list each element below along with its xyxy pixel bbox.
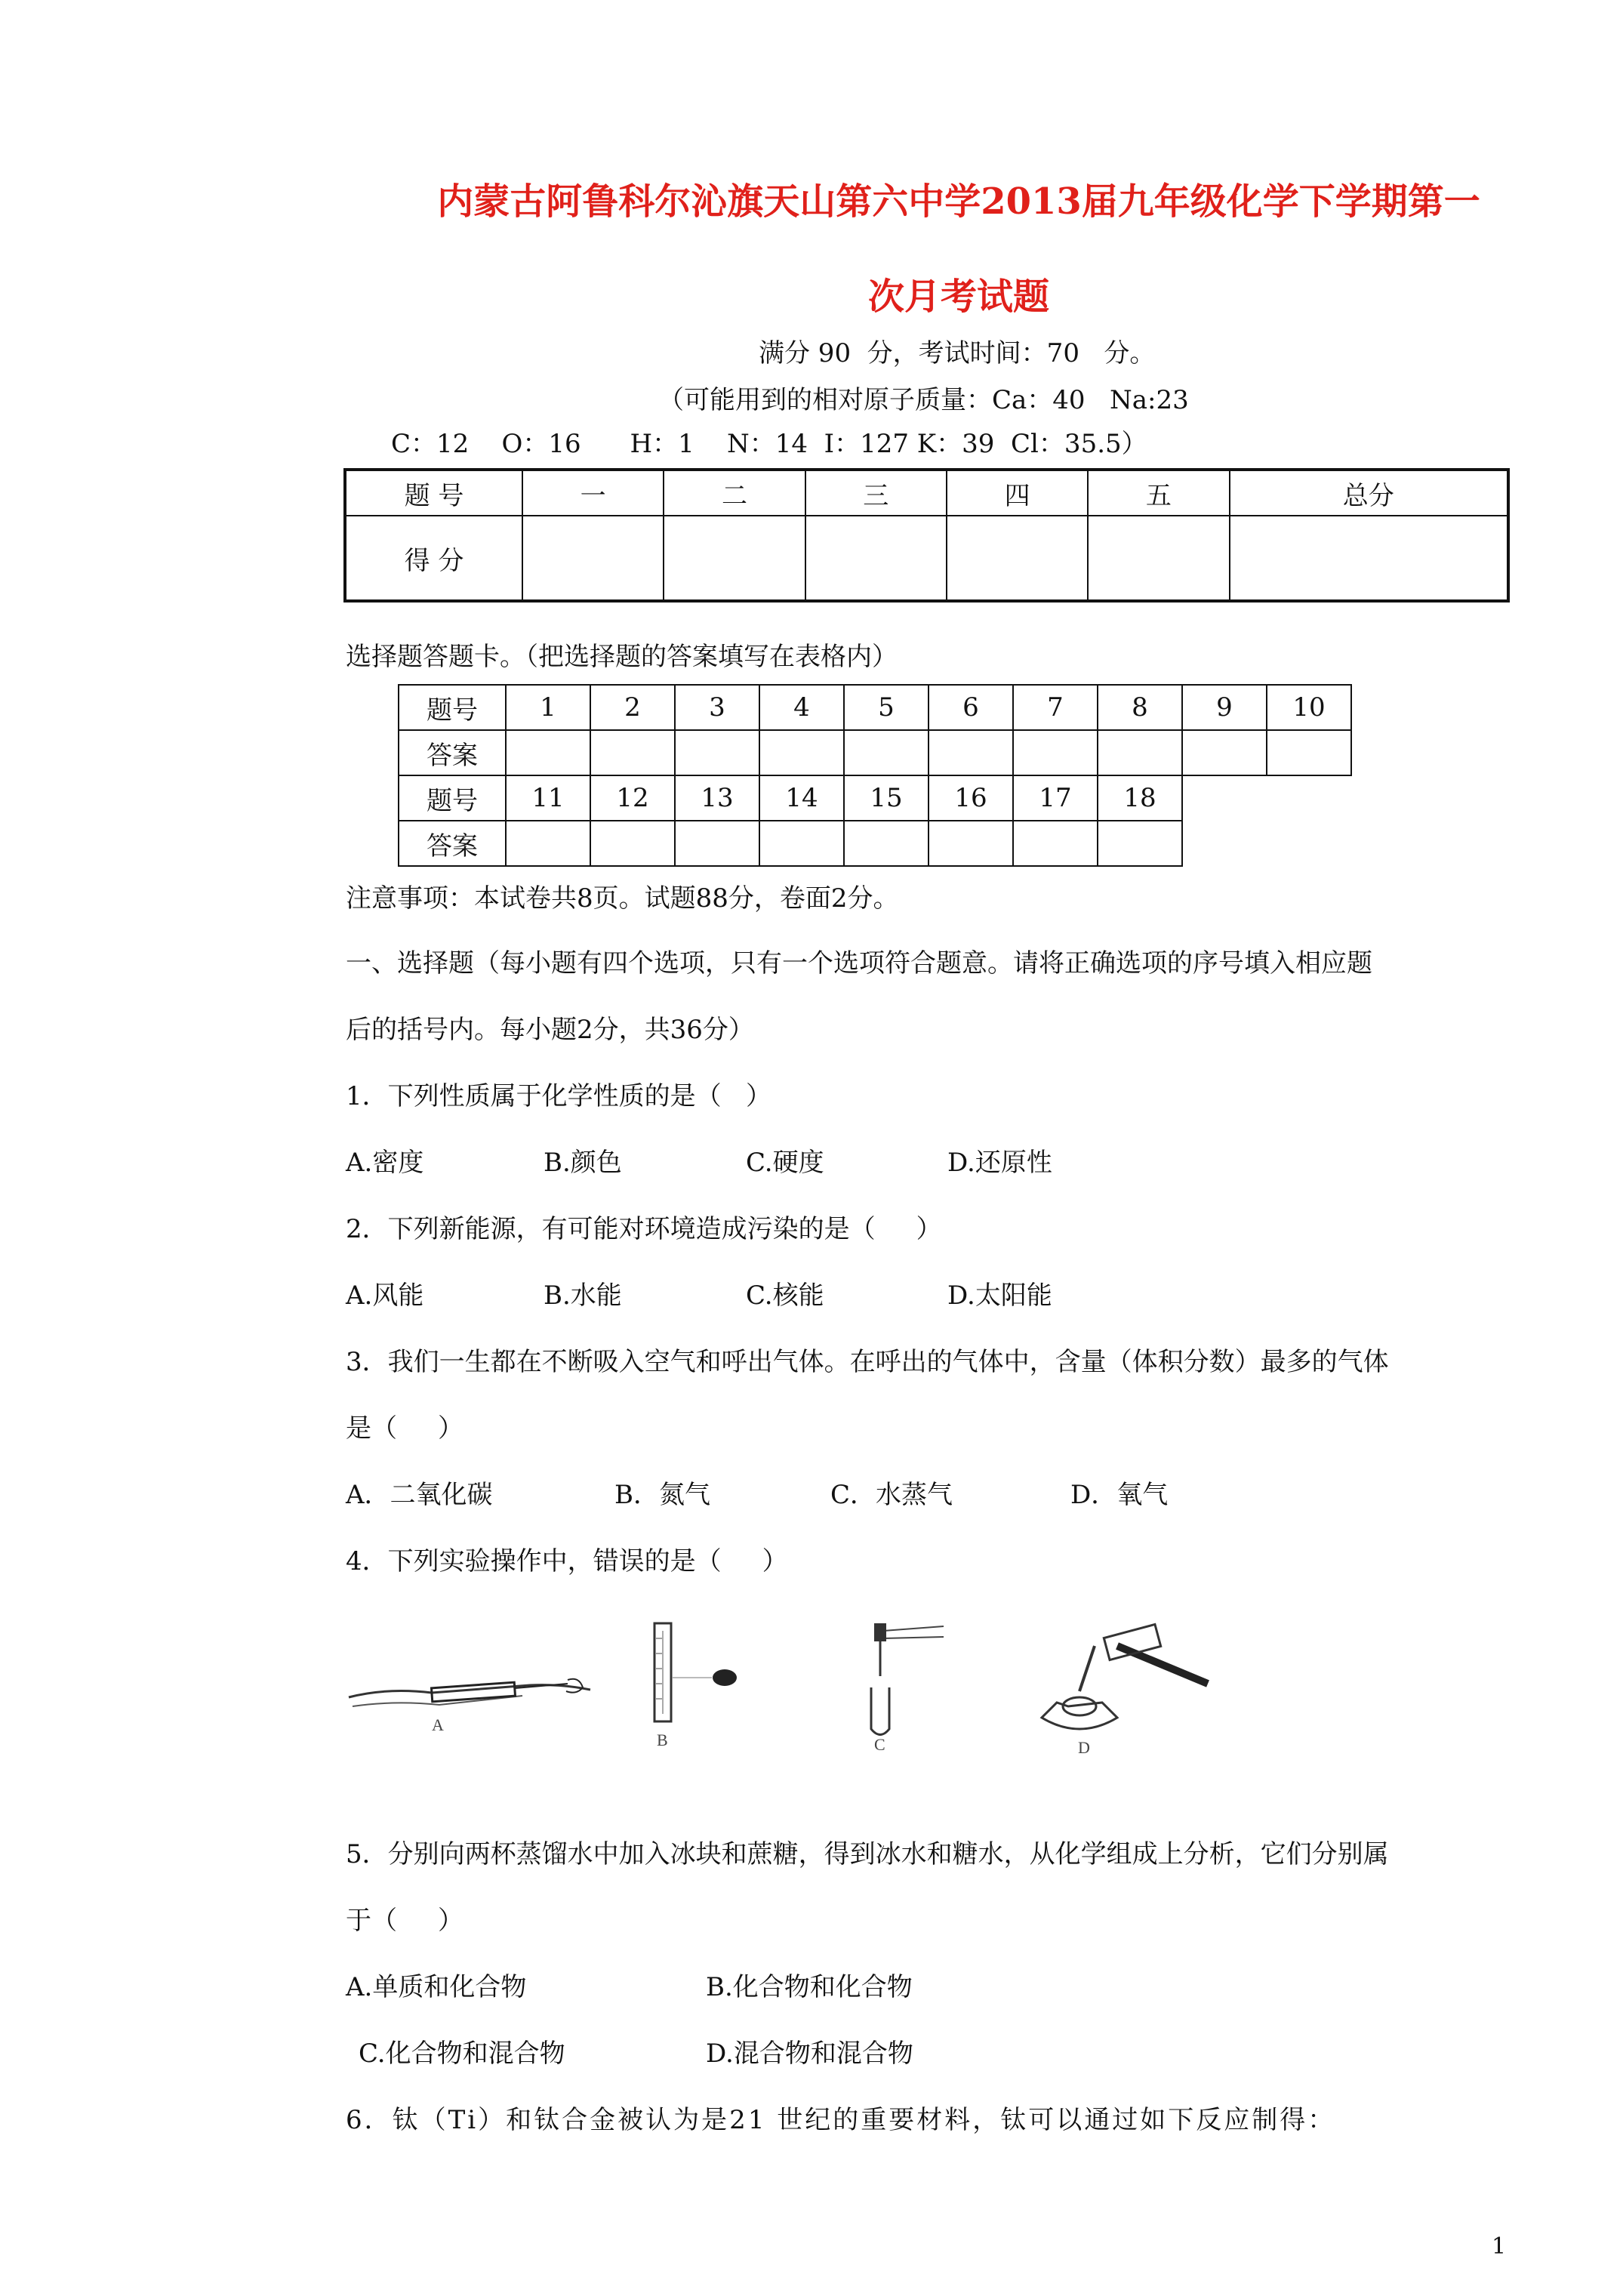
answer-cell[interactable] bbox=[759, 730, 844, 775]
question-number-cell: 7 bbox=[1013, 685, 1098, 730]
q4-stem: 4．下列实验操作中，错误的是（ ） bbox=[346, 1546, 788, 1576]
score-table bbox=[343, 468, 1510, 603]
question-number-cell: 1 bbox=[506, 685, 590, 730]
question-number-cell: 13 bbox=[675, 775, 759, 821]
answer-cell[interactable] bbox=[844, 821, 929, 866]
answer-cell[interactable] bbox=[590, 821, 675, 866]
q3-option-d: D．氧气 bbox=[1070, 1480, 1169, 1510]
question-number-cell: 6 bbox=[929, 685, 1013, 730]
score-input-cell[interactable] bbox=[1088, 516, 1229, 601]
answer-cell[interactable] bbox=[1098, 730, 1182, 775]
answer-cell[interactable] bbox=[759, 821, 844, 866]
question-number-cell: 9 bbox=[1182, 685, 1267, 730]
atomic-mass-line2: C：12 O：16 H：1 N：14 I：127 K：39 Cl：35.5） bbox=[391, 429, 1147, 459]
q5-option-a: A.单质和化合物 bbox=[346, 1972, 527, 2002]
q2-option-c: C.核能 bbox=[746, 1281, 824, 1311]
section1-heading-line2: 后的括号内。每小题2分，共36分） bbox=[346, 1015, 754, 1045]
score-header-cell: 一 bbox=[522, 470, 664, 516]
question-number-cell: 16 bbox=[929, 775, 1013, 821]
answer-ans-label: 答案 bbox=[399, 730, 506, 775]
score-input-cell[interactable] bbox=[1230, 516, 1508, 601]
answer-ans-label: 答案 bbox=[399, 821, 506, 866]
atomic-mass-line1: （可能用到的相对原子质量：Ca：40 Na:23 bbox=[658, 385, 1189, 415]
answer-cell[interactable] bbox=[1267, 730, 1351, 775]
answer-cell[interactable] bbox=[844, 730, 929, 775]
score-table-score-row bbox=[345, 516, 1508, 601]
answer-cell[interactable] bbox=[1182, 730, 1267, 775]
answer-num-label: 题号 bbox=[399, 685, 506, 730]
figure-a-label: A bbox=[432, 1715, 444, 1734]
score-header-cell: 五 bbox=[1088, 470, 1229, 516]
q5-option-c: C.化合物和混合物 bbox=[359, 2039, 565, 2069]
score-header-cell: 三 bbox=[805, 470, 947, 516]
q2-stem: 2．下列新能源，有可能对环境造成污染的是（ ） bbox=[346, 1214, 942, 1244]
score-header-cell: 四 bbox=[947, 470, 1088, 516]
q2-option-b: B.水能 bbox=[544, 1281, 622, 1311]
q1-option-a: A.密度 bbox=[346, 1148, 424, 1178]
question-number-cell: 11 bbox=[506, 775, 590, 821]
answer-num-label: 题号 bbox=[399, 775, 506, 821]
q1-option-b: B.颜色 bbox=[544, 1148, 622, 1178]
score-input-cell[interactable] bbox=[664, 516, 805, 601]
q2-option-a: A.风能 bbox=[346, 1281, 424, 1311]
question-number-cell: 12 bbox=[590, 775, 675, 821]
figure-d-label: D bbox=[1078, 1738, 1090, 1757]
q5-stem-line2: 于（ ） bbox=[346, 1906, 464, 1936]
answer-cell[interactable] bbox=[929, 730, 1013, 775]
answer-cell[interactable] bbox=[1013, 821, 1098, 866]
question-number-cell: 17 bbox=[1013, 775, 1098, 821]
q5-option-b: B.化合物和化合物 bbox=[706, 1972, 913, 2002]
notice: 注意事项：本试卷共8页。试题88分，卷面2分。 bbox=[346, 883, 899, 914]
question-number-cell: 4 bbox=[759, 685, 844, 730]
question-number-cell: 8 bbox=[1098, 685, 1182, 730]
q3-option-a: A．二氧化碳 bbox=[346, 1480, 493, 1510]
score-table-header-row bbox=[345, 470, 1508, 516]
score-input-cell[interactable] bbox=[947, 516, 1088, 601]
score-input-cell[interactable] bbox=[805, 516, 947, 601]
answer-card-table bbox=[398, 684, 1352, 867]
figure-c-label: C bbox=[874, 1735, 885, 1752]
answer-cell[interactable] bbox=[1098, 821, 1182, 866]
q3-option-b: B．氮气 bbox=[614, 1480, 710, 1510]
question-number-cell: 14 bbox=[759, 775, 844, 821]
page-number: 1 bbox=[1492, 2233, 1507, 2260]
empty-cell bbox=[1267, 775, 1351, 821]
figure-b-label: B bbox=[657, 1730, 668, 1749]
answer-cell[interactable] bbox=[675, 730, 759, 775]
question-number-cell: 2 bbox=[590, 685, 675, 730]
answer-cell[interactable] bbox=[929, 821, 1013, 866]
answer-cell[interactable] bbox=[1013, 730, 1098, 775]
question-number-cell: 15 bbox=[844, 775, 929, 821]
q3-stem-line2: 是（ ） bbox=[346, 1413, 464, 1444]
answer-card-caption: 选择题答题卡。（把选择题的答案填写在表格内） bbox=[346, 642, 898, 672]
q5-option-d: D.混合物和混合物 bbox=[706, 2039, 913, 2069]
full-score-info: 满分 90 分，考试时间：70 分。 bbox=[759, 338, 1156, 368]
score-header-cell: 二 bbox=[664, 470, 805, 516]
answer-cell[interactable] bbox=[506, 730, 590, 775]
empty-cell bbox=[1182, 775, 1267, 821]
score-row-label: 得 分 bbox=[345, 516, 522, 601]
q6-stem: 6．钛（Ti）和钛合金被认为是21 世纪的重要材料，钛可以通过如下反应制得： bbox=[346, 2105, 1336, 2135]
q3-option-c: C．水蒸气 bbox=[830, 1480, 953, 1510]
q3-stem-line1: 3．我们一生都在不断吸入空气和呼出气体。在呼出的气体中，含量（体积分数）最多的气体 bbox=[346, 1347, 1389, 1377]
lab-figure-b-image bbox=[630, 1616, 766, 1752]
empty-cell bbox=[1267, 821, 1351, 866]
q1-option-d: D.还原性 bbox=[947, 1148, 1052, 1178]
lab-figure-c-image bbox=[845, 1616, 959, 1752]
answer-cell[interactable] bbox=[675, 821, 759, 866]
exam-title-line2: 次月考试题 bbox=[867, 276, 1049, 318]
q2-option-d: D.太阳能 bbox=[947, 1281, 1052, 1311]
q5-stem-line1: 5．分别向两杯蒸馏水中加入冰块和蔗糖，得到冰水和糖水，从化学组成上分析，它们分别属 bbox=[346, 1839, 1389, 1869]
question-number-cell: 3 bbox=[675, 685, 759, 730]
answer-cell[interactable] bbox=[506, 821, 590, 866]
question-number-cell: 5 bbox=[844, 685, 929, 730]
answer-cell[interactable] bbox=[590, 730, 675, 775]
q1-stem: 1．下列性质属于化学性质的是（ ） bbox=[346, 1081, 772, 1111]
lab-figure-d-image bbox=[1027, 1616, 1223, 1759]
section1-heading-line1: 一、选择题（每小题有四个选项，只有一个选项符合题意。请将正确选项的序号填入相应题 bbox=[346, 948, 1372, 978]
exam-title-line1: 内蒙古阿鲁科尔沁旗天山第六中学2013届九年级化学下学期第一 bbox=[437, 180, 1480, 223]
question-number-cell: 10 bbox=[1267, 685, 1351, 730]
lab-figure-a-image bbox=[341, 1646, 598, 1737]
q1-option-c: C.硬度 bbox=[746, 1148, 824, 1178]
question-number-cell: 18 bbox=[1098, 775, 1182, 821]
score-input-cell[interactable] bbox=[522, 516, 664, 601]
score-header-cell: 总分 bbox=[1230, 470, 1508, 516]
empty-cell bbox=[1182, 821, 1267, 866]
score-header-cell: 题 号 bbox=[345, 470, 522, 516]
